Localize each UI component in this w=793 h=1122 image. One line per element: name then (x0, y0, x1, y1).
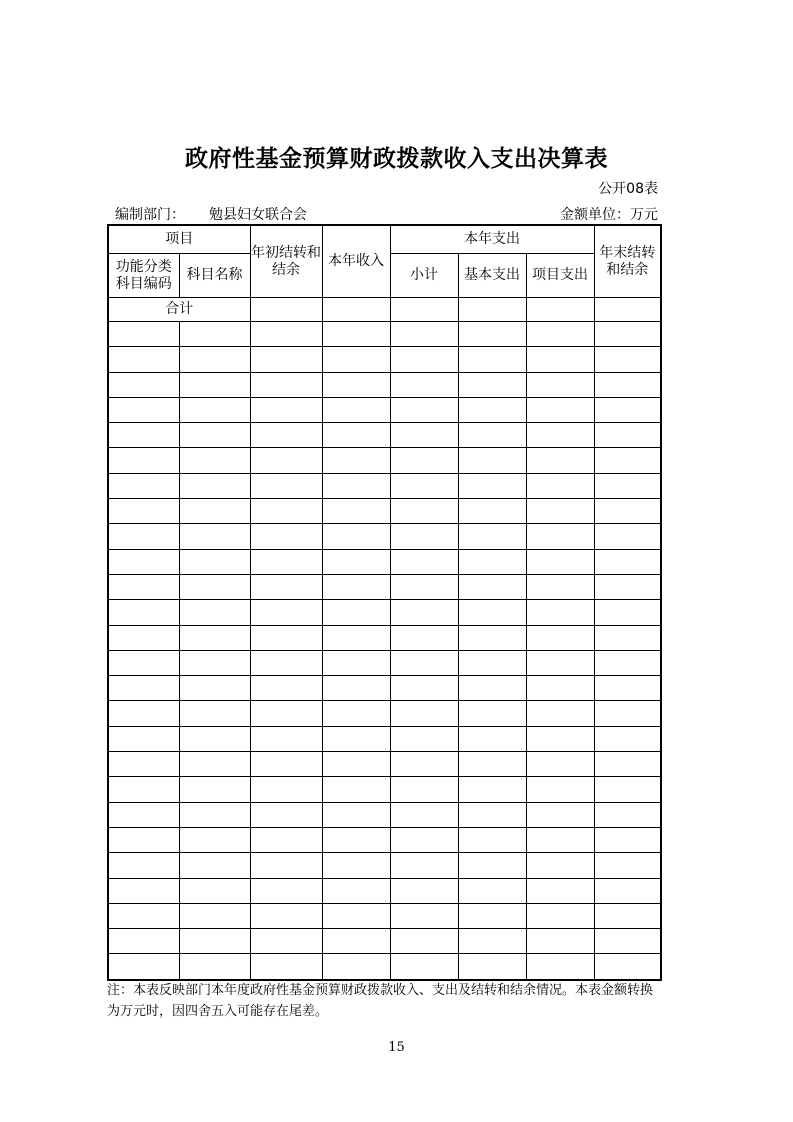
table-cell (108, 827, 179, 852)
table-cell (526, 600, 594, 625)
table-row (108, 499, 661, 524)
table-cell (250, 676, 322, 701)
table-cell (594, 499, 661, 524)
table-cell (390, 701, 458, 726)
table-cell (594, 929, 661, 954)
header-project: 项目支出 (526, 254, 594, 298)
table-cell (322, 701, 390, 726)
table-cell (108, 499, 179, 524)
table-row (108, 625, 661, 650)
table-cell (179, 752, 250, 777)
table-cell (458, 676, 526, 701)
table-cell (390, 853, 458, 878)
table-cell (179, 574, 250, 599)
table-row (108, 878, 661, 903)
table-cell (108, 701, 179, 726)
table-cell (526, 448, 594, 473)
table-cell (594, 397, 661, 422)
table-cell (526, 726, 594, 751)
table-row (108, 397, 661, 422)
table-cell (390, 499, 458, 524)
table-cell (526, 650, 594, 675)
table-cell (526, 777, 594, 802)
table-cell (390, 600, 458, 625)
table-cell (250, 549, 322, 574)
table-cell (594, 752, 661, 777)
table-cell (250, 524, 322, 549)
table-cell (458, 853, 526, 878)
table-cell (250, 650, 322, 675)
table-cell (526, 954, 594, 980)
table-cell (322, 802, 390, 827)
table-cell (390, 549, 458, 574)
table-cell (458, 448, 526, 473)
table-cell (179, 448, 250, 473)
table-cell (594, 322, 661, 347)
table-cell (526, 473, 594, 498)
table-cell (390, 802, 458, 827)
amount-unit: 金额单位：万元 (560, 207, 658, 223)
table-cell (322, 549, 390, 574)
table-row (108, 701, 661, 726)
table-cell (526, 827, 594, 852)
table-cell (594, 372, 661, 397)
table-cell (322, 752, 390, 777)
table-cell (594, 549, 661, 574)
table-cell (250, 853, 322, 878)
table-cell (322, 878, 390, 903)
table-cell (108, 574, 179, 599)
table-cell (390, 397, 458, 422)
table-cell (179, 853, 250, 878)
table-row (108, 448, 661, 473)
table-cell (458, 726, 526, 751)
table-cell (322, 600, 390, 625)
department-value: 勉县妇女联合会 (209, 207, 307, 223)
table-row (108, 853, 661, 878)
table-row (108, 347, 661, 372)
table-cell (594, 827, 661, 852)
table-cell (594, 853, 661, 878)
table-cell (594, 676, 661, 701)
table-cell (458, 827, 526, 852)
table-cell (526, 676, 594, 701)
page-number: 15 (388, 1040, 405, 1055)
table-cell (526, 322, 594, 347)
table-cell (250, 397, 322, 422)
table-cell (594, 802, 661, 827)
table-cell (179, 650, 250, 675)
table-cell (526, 701, 594, 726)
table-cell (179, 347, 250, 372)
table-cell (458, 524, 526, 549)
table-cell (179, 676, 250, 701)
table-cell (526, 903, 594, 928)
table-cell (390, 676, 458, 701)
header-closing-balance: 年末结转和结余 (594, 225, 661, 298)
table-cell (250, 777, 322, 802)
table-cell (179, 625, 250, 650)
table-cell (390, 448, 458, 473)
table-cell (390, 878, 458, 903)
budget-table (107, 224, 662, 981)
table-row (108, 726, 661, 751)
table-cell (390, 726, 458, 751)
table-cell (179, 372, 250, 397)
table-cell (458, 397, 526, 422)
table-cell (108, 423, 179, 448)
table-cell (108, 650, 179, 675)
table-row (108, 600, 661, 625)
table-cell (458, 322, 526, 347)
table-cell (250, 473, 322, 498)
table-cell (458, 298, 526, 322)
table-cell (458, 499, 526, 524)
table-cell (594, 625, 661, 650)
table-cell (458, 878, 526, 903)
table-cell (250, 322, 322, 347)
table-cell (179, 423, 250, 448)
table-cell (594, 574, 661, 599)
table-row (108, 372, 661, 397)
table-cell (322, 448, 390, 473)
table-cell (390, 372, 458, 397)
table-cell (526, 549, 594, 574)
table-cell (322, 625, 390, 650)
table-cell (108, 903, 179, 928)
table-cell (390, 574, 458, 599)
table-cell (179, 524, 250, 549)
table-cell (250, 701, 322, 726)
table-cell (322, 473, 390, 498)
table-cell (108, 929, 179, 954)
table-cell (179, 322, 250, 347)
table-cell (594, 954, 661, 980)
table-cell (594, 878, 661, 903)
table-cell (594, 777, 661, 802)
table-cell (108, 802, 179, 827)
table-cell (390, 347, 458, 372)
table-cell (179, 827, 250, 852)
table-cell (108, 549, 179, 574)
header-subject-name: 科目名称 (179, 254, 250, 298)
table-cell (108, 600, 179, 625)
table-cell (458, 600, 526, 625)
table-cell (390, 827, 458, 852)
table-cell (250, 372, 322, 397)
table-cell (322, 347, 390, 372)
table-cell (458, 549, 526, 574)
table-cell (526, 802, 594, 827)
table-cell (594, 600, 661, 625)
table-cell (594, 423, 661, 448)
table-cell (322, 903, 390, 928)
table-cell (526, 397, 594, 422)
table-cell (526, 524, 594, 549)
table-cell (108, 524, 179, 549)
table-cell (322, 298, 390, 322)
table-cell (322, 676, 390, 701)
table-cell (250, 802, 322, 827)
table-cell (250, 347, 322, 372)
table-cell (458, 625, 526, 650)
department-label: 编制部门： (115, 207, 185, 223)
table-cell (594, 701, 661, 726)
header-func-code: 功能分类科目编码 (108, 254, 179, 298)
table-row (108, 473, 661, 498)
table-cell (390, 929, 458, 954)
header-basic: 基本支出 (458, 254, 526, 298)
table-cell (458, 802, 526, 827)
table-cell (179, 726, 250, 751)
table-cell (526, 878, 594, 903)
table-cell (108, 853, 179, 878)
table-cell (594, 524, 661, 549)
table-cell (108, 448, 179, 473)
table-cell (179, 954, 250, 980)
table-cell (594, 650, 661, 675)
table-cell (322, 574, 390, 599)
table-cell (390, 524, 458, 549)
table-cell (526, 929, 594, 954)
table-cell (250, 625, 322, 650)
table-cell (250, 574, 322, 599)
table-cell (322, 322, 390, 347)
table-cell (108, 397, 179, 422)
header-expenditure: 本年支出 (390, 225, 594, 254)
table-cell (458, 650, 526, 675)
table-cell (390, 777, 458, 802)
table-cell (322, 499, 390, 524)
table-cell (108, 878, 179, 903)
table-cell (458, 954, 526, 980)
table-cell (179, 473, 250, 498)
table-cell (108, 347, 179, 372)
table-row (108, 423, 661, 448)
table-cell (322, 954, 390, 980)
table-cell (322, 726, 390, 751)
table-cell (526, 752, 594, 777)
table-cell (108, 372, 179, 397)
table-cell (390, 752, 458, 777)
header-opening-balance: 年初结转和结余 (250, 225, 322, 298)
table-cell (526, 574, 594, 599)
table-cell (250, 954, 322, 980)
table-cell (390, 298, 458, 322)
table-cell (526, 372, 594, 397)
table-cell (179, 903, 250, 928)
table-cell (458, 347, 526, 372)
table-cell (458, 929, 526, 954)
table-cell (322, 372, 390, 397)
table-row (108, 903, 661, 928)
table-cell (250, 726, 322, 751)
total-row (108, 298, 661, 322)
table-cell (322, 777, 390, 802)
table-cell (390, 322, 458, 347)
table-cell (526, 298, 594, 322)
header-subtotal: 小计 (390, 254, 458, 298)
table-cell (179, 929, 250, 954)
table-row (108, 650, 661, 675)
table-cell (250, 929, 322, 954)
table-cell (179, 499, 250, 524)
table-cell (250, 448, 322, 473)
footnote: 注：本表反映部门本年度政府性基金预算财政拨款收入、支出及结转和结余情况。本表金额转换为万元时，因四舍五入可能存在尾差。 (107, 983, 654, 1019)
header-item: 项目 (108, 225, 250, 254)
department-info (115, 204, 307, 224)
table-cell (390, 903, 458, 928)
table-cell (322, 929, 390, 954)
table-cell (322, 423, 390, 448)
table-cell (458, 903, 526, 928)
table-cell (458, 752, 526, 777)
table-cell (179, 397, 250, 422)
table-cell (390, 954, 458, 980)
table-cell (108, 473, 179, 498)
table-cell (322, 650, 390, 675)
table-cell (458, 372, 526, 397)
table-cell (526, 853, 594, 878)
table-row (108, 929, 661, 954)
table-cell (250, 878, 322, 903)
table-cell (179, 549, 250, 574)
table-cell (594, 903, 661, 928)
table-cell (108, 676, 179, 701)
table-cell (390, 423, 458, 448)
table-cell (108, 954, 179, 980)
table-cell (458, 473, 526, 498)
table-cell (390, 473, 458, 498)
table-cell (322, 397, 390, 422)
table-cell (594, 448, 661, 473)
table-cell (458, 777, 526, 802)
table-cell (250, 600, 322, 625)
table-row (108, 802, 661, 827)
table-cell (108, 752, 179, 777)
table-cell (108, 322, 179, 347)
page-title: 政府性基金预算财政拨款收入支出决算表 (185, 146, 608, 172)
table-cell (390, 625, 458, 650)
table-cell (108, 625, 179, 650)
table-cell (250, 499, 322, 524)
table-row (108, 777, 661, 802)
table-cell (179, 878, 250, 903)
table-cell (179, 777, 250, 802)
table-cell (250, 423, 322, 448)
table-cell (594, 473, 661, 498)
header-income: 本年收入 (322, 225, 390, 298)
table-cell (108, 777, 179, 802)
table-row (108, 676, 661, 701)
table-cell (179, 701, 250, 726)
table-row (108, 549, 661, 574)
table-cell (390, 650, 458, 675)
table-cell (458, 574, 526, 599)
table-cell (526, 499, 594, 524)
table-cell (322, 853, 390, 878)
form-number: 公开08表 (598, 181, 658, 197)
table-cell (458, 701, 526, 726)
table-row (108, 752, 661, 777)
table-cell (250, 298, 322, 322)
table-cell (594, 298, 661, 322)
table-cell (250, 827, 322, 852)
table-row (108, 322, 661, 347)
table-cell (179, 802, 250, 827)
table-row (108, 827, 661, 852)
table-cell (594, 347, 661, 372)
table-cell (322, 827, 390, 852)
table-cell (526, 625, 594, 650)
table-cell (594, 726, 661, 751)
table-row (108, 954, 661, 980)
table-cell (322, 524, 390, 549)
table-cell (458, 423, 526, 448)
table-row (108, 524, 661, 549)
table-cell (108, 726, 179, 751)
table-row (108, 574, 661, 599)
table-cell (526, 423, 594, 448)
meta-row (115, 204, 658, 224)
table-cell (250, 752, 322, 777)
table-cell (526, 347, 594, 372)
table-cell (250, 903, 322, 928)
total-label: 合计 (108, 298, 250, 322)
table-cell (179, 600, 250, 625)
